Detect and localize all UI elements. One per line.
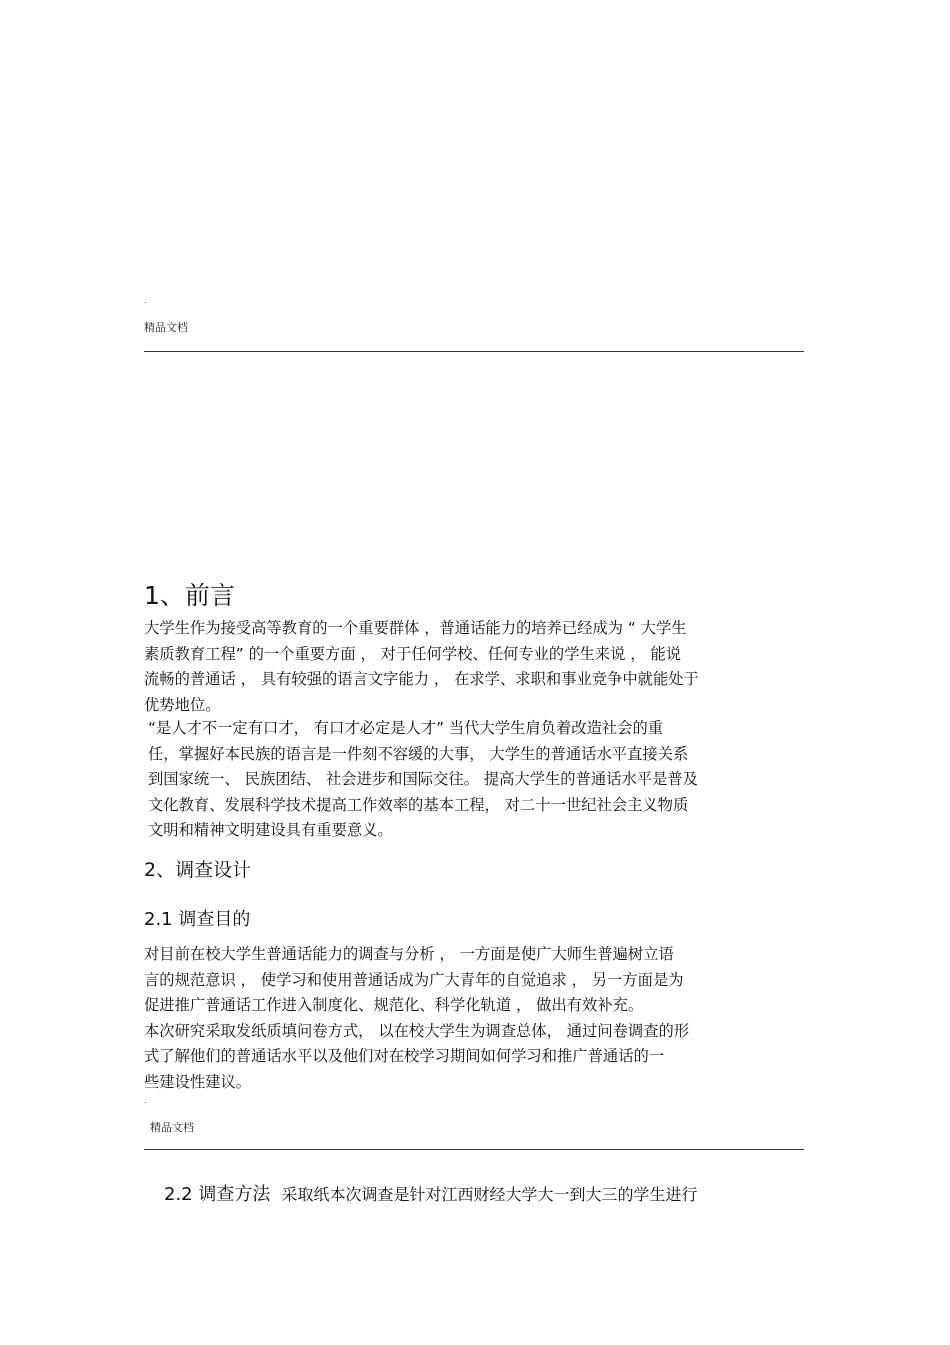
preface-paragraph-2 xyxy=(148,716,698,844)
purpose-paragraph xyxy=(144,942,689,1096)
preface-paragraph-1 xyxy=(144,616,699,718)
text-line: 些建设性建议。 xyxy=(144,1072,252,1091)
text-line: 素质教育工程” 的一个重要方面 ， 对于任何学校、任何专业的学生来说 ， 能说 xyxy=(144,644,682,663)
text-line: 式了解他们的普通话水平以及他们对在校学习期间如何学习和推广普通话的一 xyxy=(144,1047,665,1066)
subsection-method xyxy=(164,1180,697,1206)
text-line: 大学生作为接受高等教育的一个重要群体 ，普通话能力的培养已经成为 “ 大学生 xyxy=(144,619,687,637)
header-dot: . xyxy=(144,296,147,305)
subsection-heading-method: 2.2 调查方法 xyxy=(164,1184,271,1205)
text-line: 流畅的普通话 ， 具有较强的语言文字能力 ， 在求学、求职和事业竞争中就能处于 xyxy=(144,670,699,689)
subsection-heading-purpose: 2.1 调查目的 xyxy=(144,909,251,930)
text-line: 对目前在校大学生普通话能力的调查与分析 ， 一方面是使广大师生普遍树立语 xyxy=(144,945,674,963)
section-heading-preface: 1、前言 xyxy=(144,581,235,610)
text-line: 到国家统一、 民族团结、 社会进步和国际交往。 提高大学生的普通话水平是普及 xyxy=(148,770,698,789)
text-line: 言的规范意识 ， 使学习和使用普通话成为广大青年的自觉追求 ， 另一方面是为 xyxy=(144,970,684,989)
text-line: 文化教育、发展科学技术提高工作效率的基本工程， 对二十一世纪社会主义物质 xyxy=(148,795,689,814)
method-text: 采取纸本次调查是针对江西财经大学大一到大三的学生进行 xyxy=(281,1185,698,1204)
header-rule xyxy=(144,1149,804,1150)
header-label: 精品文档 xyxy=(150,1121,194,1134)
header-dot: . xyxy=(144,1096,147,1105)
text-line: 优势地位。 xyxy=(144,695,221,714)
header-label: 精品文档 xyxy=(144,321,188,334)
section-heading-survey-design: 2、调查设计 xyxy=(144,859,252,881)
text-line: 促进推广普通话工作进入制度化、规范化、科学化轨道 ， 做出有效补充。 xyxy=(144,996,644,1015)
text-line: 文明和精神文明建设具有重要意义。 xyxy=(148,821,393,840)
header-rule xyxy=(144,351,804,352)
text-line: “是人才不一定有口才， 有口才必定是人才” 当代大学生肩负着改造社会的重 xyxy=(148,719,664,737)
text-line: 本次研究采取发纸质填问卷方式， 以在校大学生为调查总体， 通过问卷调查的形 xyxy=(144,1021,690,1040)
text-line: 任，掌握好本民族的语言是一件刻不容缓的大事， 大学生的普通话水平直接关系 xyxy=(148,744,689,763)
